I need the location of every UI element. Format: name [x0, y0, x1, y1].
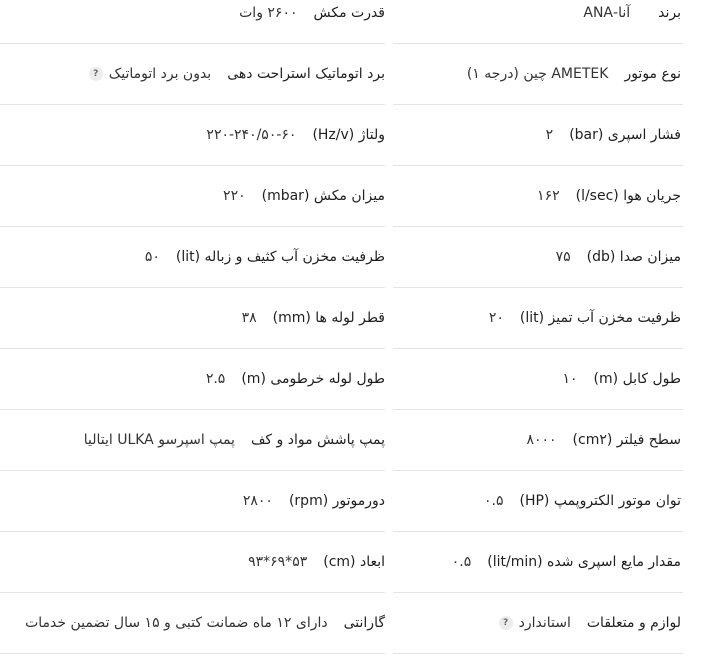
spec-row: [0, 410, 385, 471]
spec-label: سطح فیلتر (cm۲): [572, 432, 681, 448]
spec-label: فشار اسپری (bar): [569, 127, 681, 143]
spec-row: [0, 471, 385, 532]
spec-label: میزان مکش (mbar): [261, 188, 385, 204]
spec-label: نوع موتور: [624, 66, 681, 82]
spec-label: ظرفیت مخزن آب تمیز (lit): [519, 310, 681, 326]
spec-value: ۸۰۰۰: [526, 432, 557, 448]
spec-value: استاندارد: [518, 615, 571, 631]
spec-row: [0, 349, 385, 410]
spec-row: [0, 532, 385, 593]
spec-label: جریان هوا (l/sec): [575, 188, 681, 204]
spec-row: [393, 44, 683, 105]
spec-value: ۲۸۰۰: [242, 493, 273, 509]
spec-label: قدرت مکش: [313, 5, 385, 21]
help-icon[interactable]: ?: [89, 67, 103, 81]
spec-label: گارانتی: [343, 615, 385, 631]
specs-column-right: [393, 0, 683, 654]
spec-value: ۷۵: [555, 249, 571, 265]
spec-value: ۲: [545, 127, 554, 143]
spec-value: ۲۶۰۰ وات: [239, 5, 298, 21]
help-icon[interactable]: ?: [499, 616, 513, 630]
spec-row: [393, 471, 683, 532]
spec-row: [0, 288, 385, 349]
spec-row: [393, 227, 683, 288]
spec-row: [0, 227, 385, 288]
spec-value: ۰.۵: [483, 493, 504, 509]
spec-value: AMETEK چین (درجه ۱): [466, 66, 609, 82]
spec-value: ۲.۵: [205, 371, 226, 387]
spec-row: [0, 593, 385, 654]
spec-row: [393, 105, 683, 166]
spec-row: [0, 44, 385, 105]
spec-value: ۵۰: [144, 249, 160, 265]
spec-value: ۲۲۰-۲۴۰/۵۰-۶۰: [206, 127, 297, 143]
spec-label: ابعاد (cm): [323, 554, 385, 570]
spec-value: ۱۰: [562, 371, 578, 387]
spec-label: دورموتور (rpm): [288, 493, 385, 509]
spec-label: برند: [658, 5, 681, 21]
spec-row: [393, 349, 683, 410]
spec-row: [0, 105, 385, 166]
spec-row: [393, 166, 683, 227]
spec-row: [393, 532, 683, 593]
spec-row: [0, 166, 385, 227]
spec-label: قطر لوله ها (mm): [272, 310, 385, 326]
spec-value: آنا-ANA: [583, 5, 631, 21]
spec-row: [393, 288, 683, 349]
spec-row: [393, 0, 683, 44]
spec-value: دارای ۱۲ ماه ضمانت کتبی و ۱۵ سال تضمین خدمات: [25, 615, 328, 631]
spec-label: مقدار مایع اسپری شده (lit/min): [487, 554, 681, 570]
spec-label: توان موتور الکتروپمپ (HP): [519, 493, 681, 509]
spec-label: ولتاژ (Hz/v): [312, 127, 385, 143]
spec-label: برد اتوماتیک استراحت دهی: [227, 66, 385, 82]
spec-row: [0, 0, 385, 44]
spec-value: بدون برد اتوماتیک: [108, 66, 212, 82]
spec-value: ۵۳*۶۹*۹۳: [248, 554, 308, 570]
spec-label: طول لوله خرطومی (m): [241, 371, 385, 387]
spec-row: [393, 593, 683, 654]
spec-label: میزان صدا (db): [586, 249, 681, 265]
spec-value: ۱۶۲: [537, 188, 560, 204]
spec-label: پمپ پاشش مواد و کف: [250, 432, 385, 448]
spec-value: ۳۸: [241, 310, 257, 326]
spec-row: [393, 410, 683, 471]
spec-value: ۲۲۰: [223, 188, 246, 204]
spec-value: ۰.۵: [451, 554, 472, 570]
spec-label: لوازم و متعلقات: [586, 615, 681, 631]
spec-label: ظرفیت مخزن آب کثیف و زباله (lit): [175, 249, 385, 265]
spec-value: پمپ اسپرسو ULKA ایتالیا: [83, 432, 235, 448]
spec-value: ۲۰: [488, 310, 504, 326]
spec-label: طول کابل (m): [593, 371, 681, 387]
